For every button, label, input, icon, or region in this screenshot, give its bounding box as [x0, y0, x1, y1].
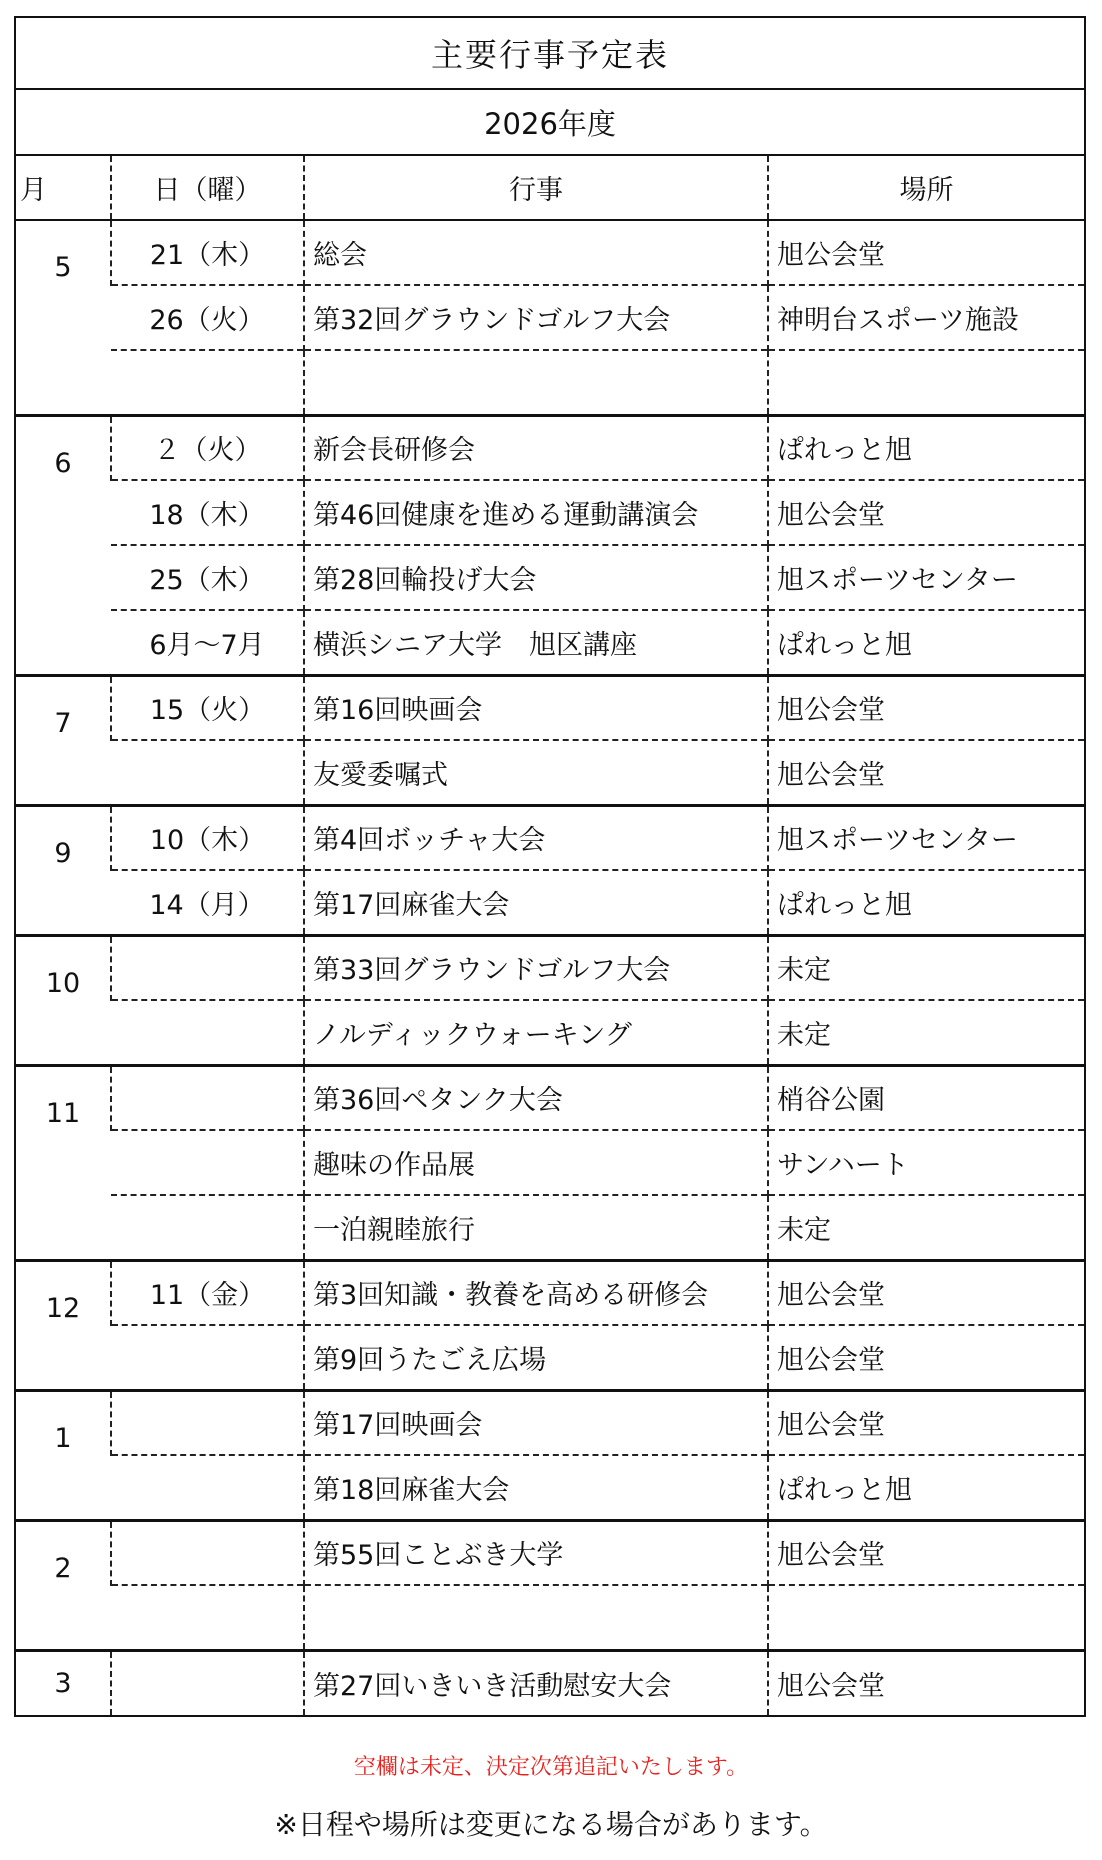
table-row [16, 545, 1084, 610]
table-row [16, 415, 1084, 480]
event-cell: 第4回ボッチャ大会 [304, 805, 768, 870]
day-cell: 26（火） [111, 285, 304, 350]
day-cell [111, 1650, 304, 1715]
place-cell: 旭公会堂 [768, 1260, 1084, 1325]
table-row [16, 935, 1084, 1000]
month-cell [16, 805, 111, 935]
table-row [16, 610, 1084, 675]
table-row [16, 1325, 1084, 1390]
table-row [16, 1455, 1084, 1520]
month-cell [16, 1520, 111, 1650]
place-cell: ぱれっと旭 [768, 415, 1084, 480]
event-cell: 趣味の作品展 [304, 1130, 768, 1195]
header-day: 日（曜） [111, 156, 304, 220]
table-row [16, 1260, 1084, 1325]
table-row [16, 1520, 1084, 1585]
table-row [16, 1650, 1084, 1715]
month-cell [16, 415, 111, 675]
schedule-body [16, 220, 1084, 1715]
day-cell: ２（火） [111, 415, 304, 480]
place-cell: ぱれっと旭 [768, 1455, 1084, 1520]
month-cell [16, 935, 111, 1065]
event-cell: 友愛委嘱式 [304, 740, 768, 805]
place-cell: サンハート [768, 1130, 1084, 1195]
place-cell: 旭公会堂 [768, 675, 1084, 740]
schedule-change-note: ※日程や場所は変更になる場合があります。 [274, 1808, 828, 1841]
month-cell [16, 1260, 111, 1390]
schedule-sheet [14, 16, 1086, 1717]
table-row [16, 1065, 1084, 1130]
event-cell: 第33回グラウンドゴルフ大会 [304, 935, 768, 1000]
event-cell: 新会長研修会 [304, 415, 768, 480]
table-row [16, 870, 1084, 935]
day-cell: 25（木） [111, 545, 304, 610]
table-row [16, 220, 1084, 285]
event-cell: 第28回輪投げ大会 [304, 545, 768, 610]
table-row [16, 1130, 1084, 1195]
day-cell [111, 1585, 304, 1650]
place-cell: 神明台スポーツ施設 [768, 285, 1084, 350]
place-cell: 旭公会堂 [768, 1325, 1084, 1390]
table-row [16, 740, 1084, 805]
page-title: 主要行事予定表 [16, 18, 1084, 90]
day-cell [111, 1130, 304, 1195]
day-cell [111, 1195, 304, 1260]
month-label: 1 [54, 1422, 72, 1454]
event-cell [304, 350, 768, 415]
event-cell: 第18回麻雀大会 [304, 1455, 768, 1520]
event-cell: 第17回麻雀大会 [304, 870, 768, 935]
fiscal-year: 2026年度 [16, 90, 1084, 156]
day-cell: 11（金） [111, 1260, 304, 1325]
day-cell [111, 1065, 304, 1130]
event-cell: 一泊親睦旅行 [304, 1195, 768, 1260]
day-cell [111, 1325, 304, 1390]
month-cell [16, 1390, 111, 1520]
day-cell [111, 1520, 304, 1585]
event-cell: 第17回映画会 [304, 1390, 768, 1455]
day-cell: 18（木） [111, 480, 304, 545]
schedule-table [16, 156, 1084, 1715]
blank-cell-note: 空欄は未定、決定次第追記いたします。 [353, 1755, 749, 1780]
header-month: 月 [16, 156, 111, 220]
place-cell: ぱれっと旭 [768, 870, 1084, 935]
event-cell [304, 1585, 768, 1650]
month-cell [16, 1650, 111, 1715]
day-cell [111, 935, 304, 1000]
month-label: 12 [45, 1292, 81, 1324]
place-cell: 未定 [768, 1000, 1084, 1065]
month-label: 11 [45, 1097, 81, 1129]
table-row [16, 1000, 1084, 1065]
header-event: 行事 [304, 156, 768, 220]
place-cell: 旭公会堂 [768, 480, 1084, 545]
table-row [16, 805, 1084, 870]
place-cell: 旭公会堂 [768, 220, 1084, 285]
day-cell: 15（火） [111, 675, 304, 740]
month-label: 3 [54, 1667, 72, 1699]
place-cell: 旭公会堂 [768, 1390, 1084, 1455]
day-cell [111, 1000, 304, 1065]
event-cell: 第55回ことぶき大学 [304, 1520, 768, 1585]
month-label: 6 [54, 447, 72, 479]
place-cell: 旭スポーツセンター [768, 545, 1084, 610]
day-cell: 21（木） [111, 220, 304, 285]
place-cell: 未定 [768, 935, 1084, 1000]
place-cell: 旭公会堂 [768, 1520, 1084, 1585]
table-row [16, 480, 1084, 545]
table-row [16, 675, 1084, 740]
table-row [16, 1195, 1084, 1260]
event-cell: 第46回健康を進める運動講演会 [304, 480, 768, 545]
table-header-row [16, 156, 1084, 220]
month-label: 9 [54, 837, 72, 869]
place-cell: 梢谷公園 [768, 1065, 1084, 1130]
table-row [16, 350, 1084, 415]
day-cell [111, 1455, 304, 1520]
event-cell: 第32回グラウンドゴルフ大会 [304, 285, 768, 350]
place-cell [768, 350, 1084, 415]
day-cell: 6月～7月 [111, 610, 304, 675]
place-cell [768, 1585, 1084, 1650]
day-cell [111, 740, 304, 805]
place-cell: 旭スポーツセンター [768, 805, 1084, 870]
month-label: 2 [54, 1552, 72, 1584]
event-cell: 第36回ペタンク大会 [304, 1065, 768, 1130]
place-cell: ぱれっと旭 [768, 610, 1084, 675]
table-row [16, 1585, 1084, 1650]
event-cell: 横浜シニア大学 旭区講座 [304, 610, 768, 675]
month-cell [16, 1065, 111, 1260]
header-place: 場所 [768, 156, 1084, 220]
event-cell: ノルディックウォーキング [304, 1000, 768, 1065]
event-cell: 第9回うたごえ広場 [304, 1325, 768, 1390]
table-row [16, 1390, 1084, 1455]
day-cell: 10（木） [111, 805, 304, 870]
day-cell [111, 350, 304, 415]
event-cell: 第16回映画会 [304, 675, 768, 740]
place-cell: 未定 [768, 1195, 1084, 1260]
month-cell [16, 675, 111, 805]
day-cell: 14（月） [111, 870, 304, 935]
event-cell: 総会 [304, 220, 768, 285]
day-cell [111, 1390, 304, 1455]
table-row [16, 285, 1084, 350]
month-label: 7 [54, 707, 72, 739]
event-cell: 第3回知識・教養を高める研修会 [304, 1260, 768, 1325]
event-cell: 第27回いきいき活動慰安大会 [304, 1650, 768, 1715]
month-label: 10 [45, 967, 81, 999]
month-label: 5 [54, 252, 72, 284]
place-cell: 旭公会堂 [768, 1650, 1084, 1715]
place-cell: 旭公会堂 [768, 740, 1084, 805]
month-cell [16, 220, 111, 415]
